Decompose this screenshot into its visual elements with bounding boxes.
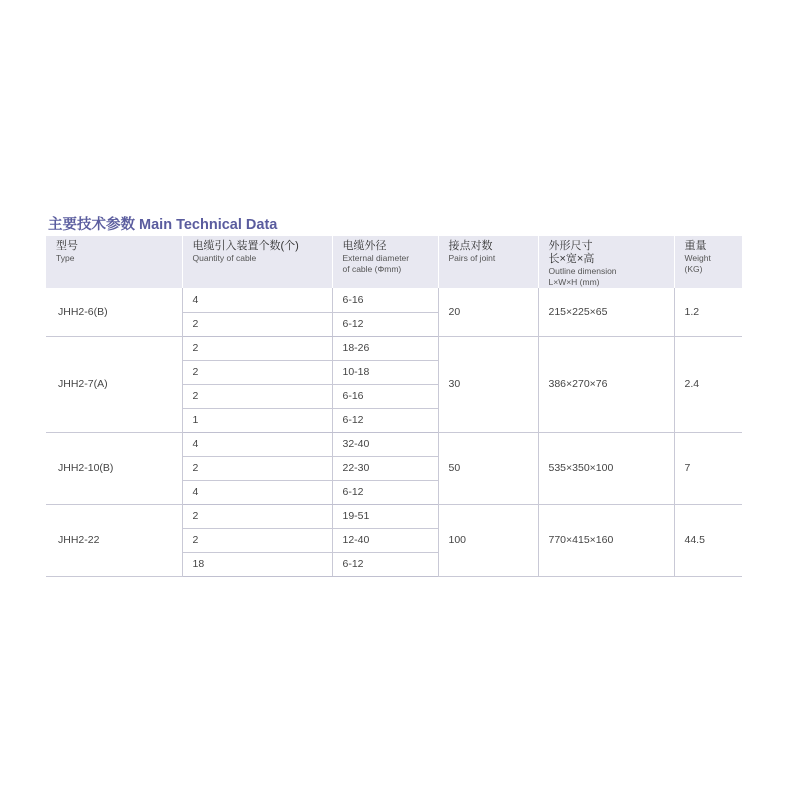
quantity-cell: 2 <box>182 528 332 552</box>
diameter-cell: 32-40 <box>332 432 438 456</box>
type-cell: JHH2-6(B) <box>46 288 182 336</box>
table-row <box>46 432 742 456</box>
diameter-cell: 6-12 <box>332 312 438 336</box>
quantity-cell: 2 <box>182 504 332 528</box>
pairs-cell: 30 <box>438 336 538 432</box>
header-dimension-en-2: L×W×H (mm) <box>548 277 600 287</box>
weight-cell: 7 <box>674 432 742 504</box>
quantity-cell: 4 <box>182 480 332 504</box>
header-weight <box>674 236 742 288</box>
diameter-cell: 19-51 <box>332 504 438 528</box>
header-quantity <box>182 236 332 288</box>
header-diameter <box>332 236 438 288</box>
pairs-cell: 20 <box>438 288 538 336</box>
header-quantity-en: Quantity of cable <box>192 253 257 263</box>
quantity-cell: 2 <box>182 384 332 408</box>
header-pairs <box>438 236 538 288</box>
quantity-cell: 2 <box>182 456 332 480</box>
dimension-cell: 770×415×160 <box>538 504 674 576</box>
header-dimension-en-1: Outline dimension <box>548 266 617 276</box>
table-row <box>46 504 742 528</box>
type-cell: JHH2-22 <box>46 504 182 576</box>
section-title: 主要技术参数 Main Technical Data <box>48 217 278 233</box>
diameter-cell: 6-12 <box>332 552 438 576</box>
type-cell: JHH2-10(B) <box>46 432 182 504</box>
header-dimension-cn-2: 长×宽×高 <box>548 253 595 265</box>
diameter-cell: 6-12 <box>332 480 438 504</box>
header-type <box>46 236 182 288</box>
technical-data-table <box>46 236 742 577</box>
weight-cell: 44.5 <box>674 504 742 576</box>
header-weight-en-1: Weight <box>684 253 711 263</box>
header-dimension-cn: 外形尺寸 <box>548 240 593 252</box>
diameter-cell: 12-40 <box>332 528 438 552</box>
header-weight-cn: 重量 <box>684 240 707 252</box>
dimension-cell: 386×270×76 <box>538 336 674 432</box>
header-diameter-en-2: of cable (Φmm) <box>342 264 402 274</box>
weight-cell: 1.2 <box>674 288 742 336</box>
table-header <box>46 236 742 288</box>
header-dimension <box>538 236 674 288</box>
quantity-cell: 2 <box>182 312 332 336</box>
table-body <box>46 288 742 576</box>
header-row <box>46 236 742 288</box>
quantity-cell: 2 <box>182 336 332 360</box>
header-pairs-en: Pairs of joint <box>448 253 496 263</box>
diameter-cell: 22-30 <box>332 456 438 480</box>
table-row <box>46 288 742 312</box>
header-diameter-cn: 电缆外径 <box>342 240 387 252</box>
quantity-cell: 2 <box>182 360 332 384</box>
dimension-cell: 215×225×65 <box>538 288 674 336</box>
header-type-cn: 型号 <box>56 240 78 252</box>
diameter-cell: 6-16 <box>332 288 438 312</box>
diameter-cell: 6-12 <box>332 408 438 432</box>
quantity-cell: 4 <box>182 288 332 312</box>
quantity-cell: 4 <box>182 432 332 456</box>
diameter-cell: 18-26 <box>332 336 438 360</box>
diameter-cell: 10-18 <box>332 360 438 384</box>
header-pairs-cn: 接点对数 <box>448 240 493 252</box>
table-row <box>46 336 742 360</box>
pairs-cell: 50 <box>438 432 538 504</box>
header-weight-en-2: (KG) <box>684 264 703 274</box>
type-cell: JHH2-7(A) <box>46 336 182 432</box>
weight-cell: 2.4 <box>674 336 742 432</box>
pairs-cell: 100 <box>438 504 538 576</box>
quantity-cell: 18 <box>182 552 332 576</box>
header-diameter-en-1: External diameter <box>342 253 410 263</box>
header-quantity-cn: 电缆引入装置个数(个) <box>192 240 299 252</box>
quantity-cell: 1 <box>182 408 332 432</box>
diameter-cell: 6-16 <box>332 384 438 408</box>
dimension-cell: 535×350×100 <box>538 432 674 504</box>
header-type-en: Type <box>56 253 75 263</box>
